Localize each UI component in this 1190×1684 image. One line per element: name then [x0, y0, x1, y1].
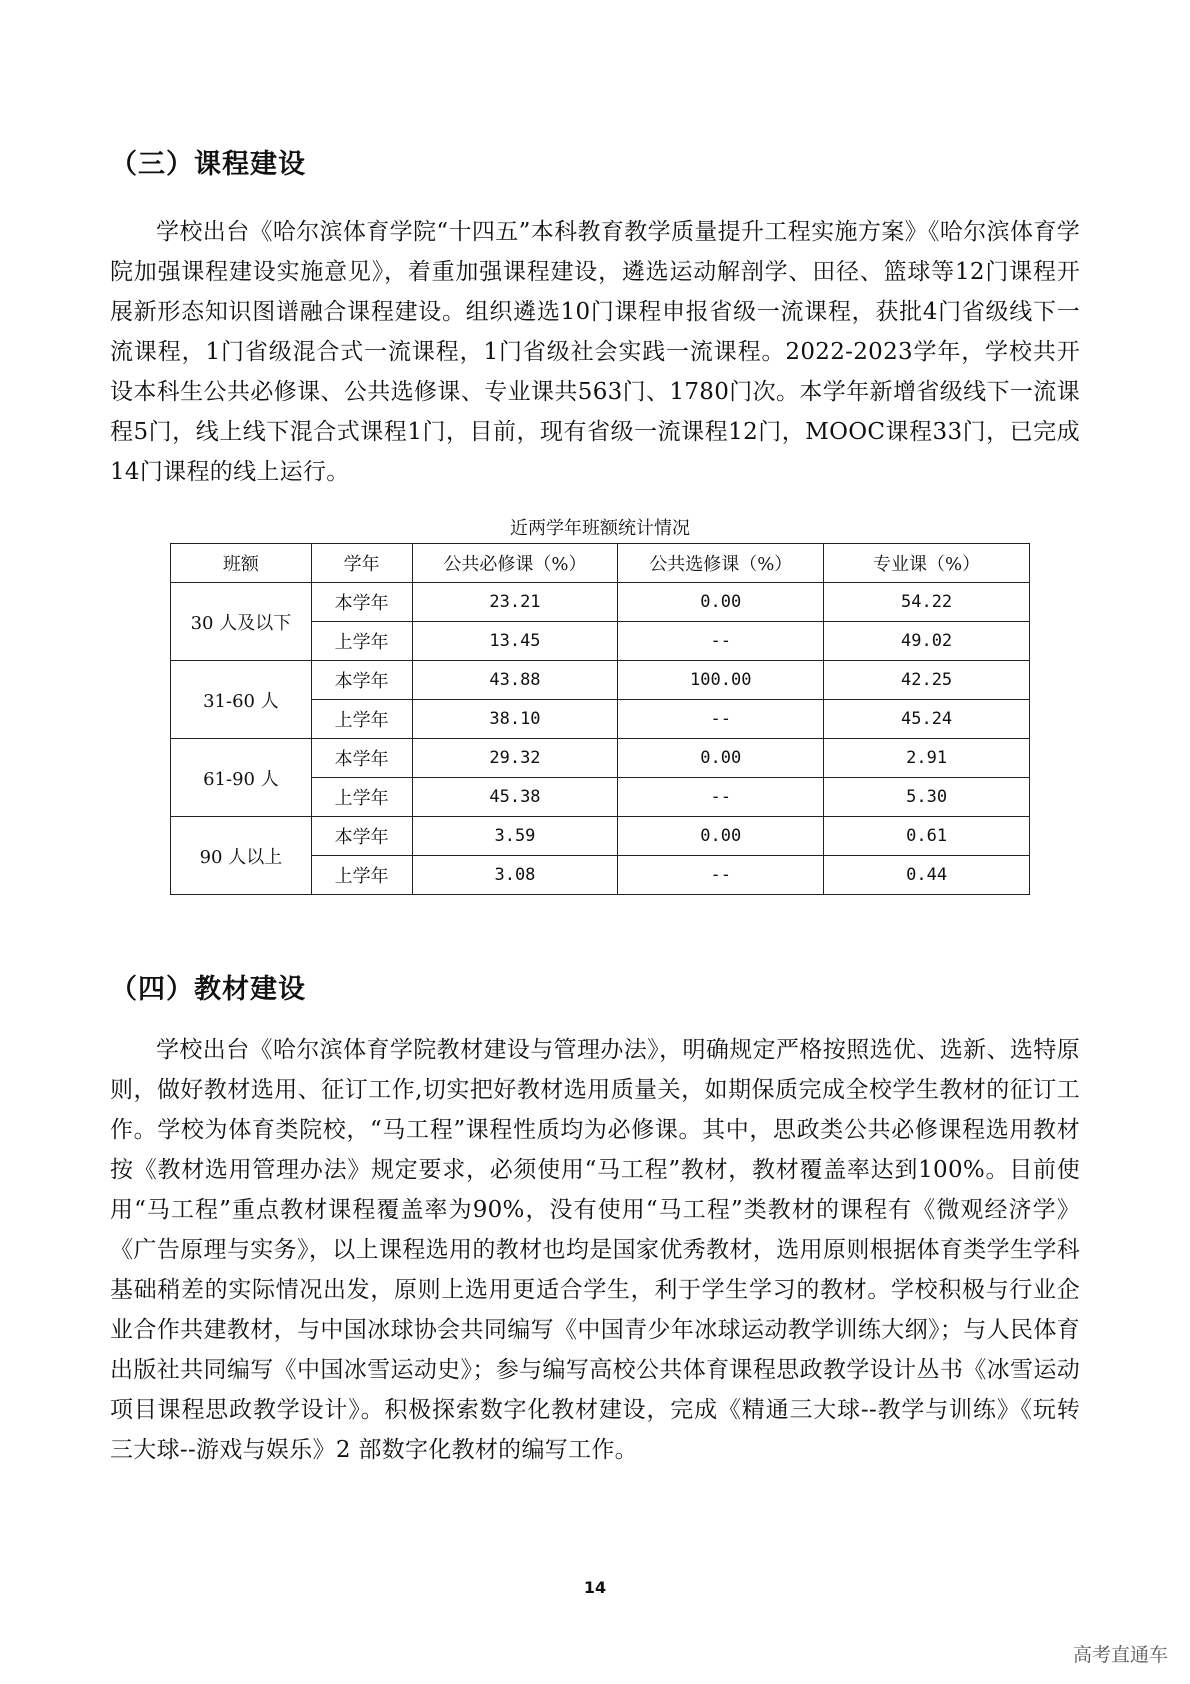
- required-cell: 3.59: [412, 817, 618, 856]
- major-cell: 0.44: [824, 856, 1030, 895]
- watermark: 高考直通车: [1072, 1644, 1168, 1666]
- table-row: [171, 583, 1030, 622]
- elective-cell: --: [618, 700, 824, 739]
- textbook-construction-paragraph: 学校出台《哈尔滨体育学院教材建设与管理办法》，明确规定严格按照选优、选新、选特原则，做好教材选用、征订工作,切实把好教材选用质量关，如期保质完成全校学生教材的征订工作。学校为体育类院校，“马工程”课程性质均为必修课。其中，思政类公共必修课程选用教材按《教材选用管理办法》规定要求，必须使用“马工程”教材，教材覆盖率达到100%。目前使用“马工程”重点教材课程覆盖率为90%，没有使用“马工程”类教材的课程有《微观经济学》《广告原理与实务》，以上课程选用的教材也均是国家优秀教材，选用原则根据体育类学生学科基础稍差的实际情况出发，原则上选用更适合学生，利于学生学习的教材。学校积极与行业企业合作共建教材，与中国冰球协会共同编写《中国青少年冰球运动教学训练大纲》；与人民体育出版社共同编写《中国冰雪运动史》；参与编写高校公共体育课程思政教学设计丛书《冰雪运动项目课程思政教学设计》。积极探索数字化教材建设，完成《精通三大球--教学与训练》《玩转三大球--游戏与娱乐》2 部数字化教材的编写工作。: [110, 1037, 1080, 1463]
- header-academic-year: 学年: [311, 544, 412, 583]
- table-row: [171, 817, 1030, 856]
- section-heading-course-construction: （三）课程建设: [110, 149, 306, 180]
- header-major: 专业课（%）: [824, 544, 1030, 583]
- major-cell: 0.61: [824, 817, 1030, 856]
- major-cell: 2.91: [824, 739, 1030, 778]
- major-cell: 54.22: [824, 583, 1030, 622]
- year-cell: 本学年: [311, 739, 412, 778]
- required-cell: 43.88: [412, 661, 618, 700]
- year-cell: 上学年: [311, 700, 412, 739]
- class-size-cell: 30 人及以下: [171, 583, 312, 661]
- header-public-required: 公共必修课（%）: [412, 544, 618, 583]
- class-size-cell: 90 人以上: [171, 817, 312, 895]
- elective-cell: --: [618, 856, 824, 895]
- year-cell: 上学年: [311, 622, 412, 661]
- class-size-cell: 31-60 人: [171, 661, 312, 739]
- page-number: 14: [583, 1578, 607, 1597]
- table-header-row: [171, 544, 1030, 583]
- elective-cell: 0.00: [618, 739, 824, 778]
- class-size-statistics-table: [170, 543, 1030, 895]
- year-cell: 上学年: [311, 778, 412, 817]
- table-row: [171, 739, 1030, 778]
- year-cell: 本学年: [311, 817, 412, 856]
- required-cell: 45.38: [412, 778, 618, 817]
- elective-cell: 0.00: [618, 817, 824, 856]
- elective-cell: 0.00: [618, 583, 824, 622]
- header-class-size: 班额: [171, 544, 312, 583]
- major-cell: 5.30: [824, 778, 1030, 817]
- elective-cell: --: [618, 778, 824, 817]
- header-public-elective: 公共选修课（%）: [618, 544, 824, 583]
- major-cell: 42.25: [824, 661, 1030, 700]
- required-cell: 13.45: [412, 622, 618, 661]
- required-cell: 38.10: [412, 700, 618, 739]
- year-cell: 上学年: [311, 856, 412, 895]
- major-cell: 49.02: [824, 622, 1030, 661]
- elective-cell: --: [618, 622, 824, 661]
- course-construction-paragraph: 学校出台《哈尔滨体育学院“十四五”本科教育教学质量提升工程实施方案》《哈尔滨体育学院加强课程建设实施意见》，着重加强课程建设，遴选运动解剖学、田径、篮球等12门课程开展新形态知识图谱融合课程建设。组织遴选10门课程申报省级一流课程，获批4门省级线下一流课程，1门省级混合式一流课程，1门省级社会实践一流课程。2022-2023学年，学校共开设本科生公共必修课、公共选修课、专业课共563门、1780门次。本学年新增省级线下一流课程5门，线上线下混合式课程1门，目前，现有省级一流课程12门，MOOC课程33门，已完成14门课程的线上运行。: [110, 219, 1080, 485]
- elective-cell: 100.00: [618, 661, 824, 700]
- year-cell: 本学年: [311, 583, 412, 622]
- table-caption: 近两学年班额统计情况: [510, 518, 690, 539]
- required-cell: 23.21: [412, 583, 618, 622]
- table-row: [171, 661, 1030, 700]
- major-cell: 45.24: [824, 700, 1030, 739]
- required-cell: 29.32: [412, 739, 618, 778]
- required-cell: 3.08: [412, 856, 618, 895]
- class-size-cell: 61-90 人: [171, 739, 312, 817]
- section-heading-textbook-construction: （四）教材建设: [110, 974, 306, 1005]
- year-cell: 本学年: [311, 661, 412, 700]
